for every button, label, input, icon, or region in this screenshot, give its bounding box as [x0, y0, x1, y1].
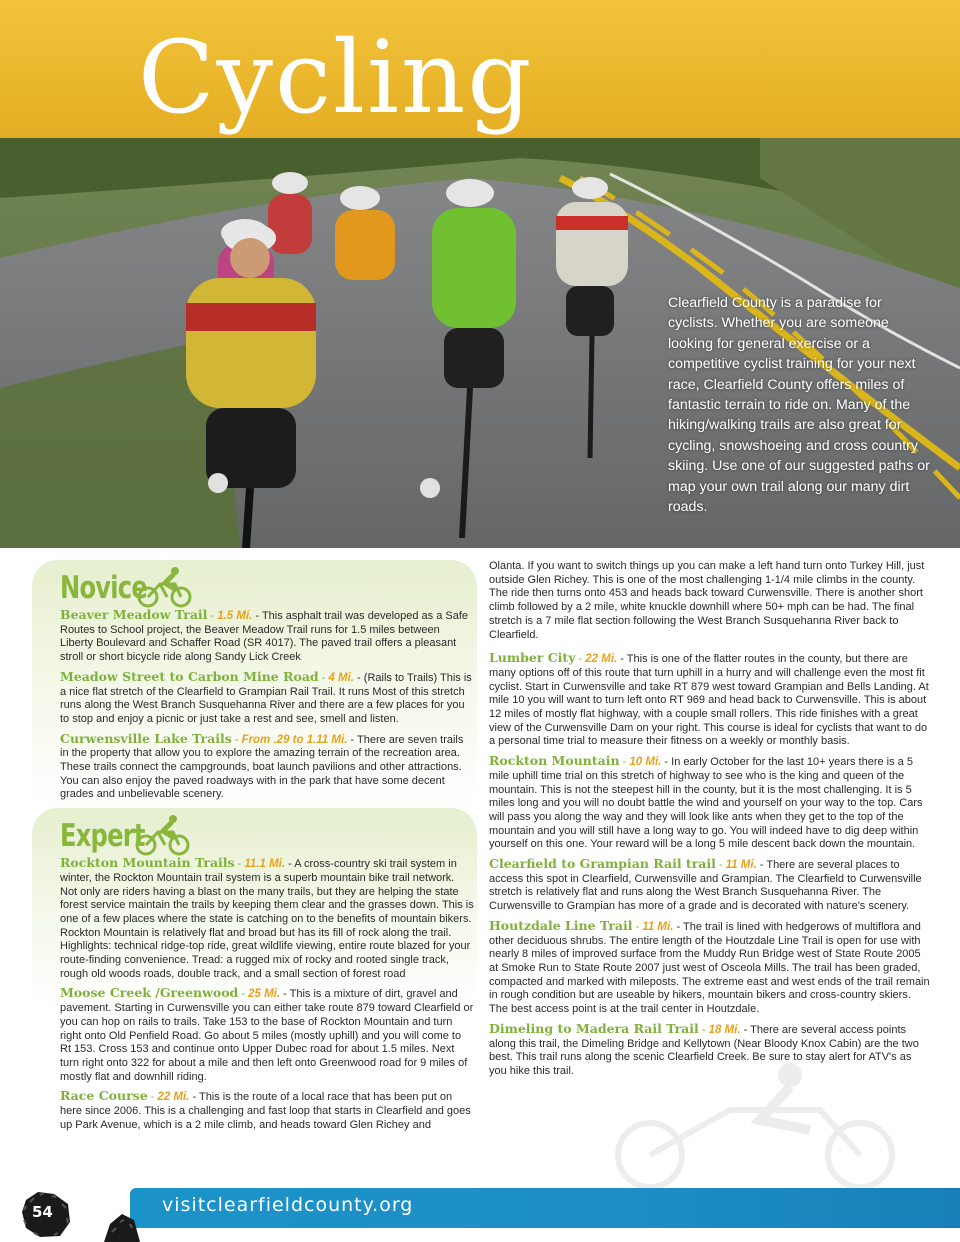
race-course-continuation: Olanta. If you want to switch things up you can make a left hand turn onto Turkey Hill, just outside Glen Richey. This is one of the most challenging 1-1/4 mile climbs in the county. The ride then turns onto 453 and heads back toward Curwensville. There is another short climb followed by a 2 mile, white knuckle downhill where 50+ mph can be had. The final stretch is a 7 mile flat section following the West Branch Susquehanna River back to Clearfield.: [489, 560, 925, 641]
expert-entries: [60, 856, 474, 1132]
trail-name: Dimeling to Madera Rail Trail: [489, 1020, 699, 1036]
trail-entry: Beaver Meadow Trail - 1.5 Mi. - This asphalt trail was developed as a Safe Routes to School project, the Beaver Meadow Trail runs for 1.5 miles between Liberty Boulevard and Schaffer Road (SR 4017). The paved trail offers a pleasant stroll or short bicycle ride along Sandy Lick Creek: [60, 607, 469, 664]
trail-distance: 10 Mi.: [629, 756, 662, 769]
trail-distance: 22 Mi.: [157, 1091, 190, 1104]
trail-description: This is a mixture of dirt, gravel and pavement. Starting in Curwensville you can either take route 879 toward Clearfield or you can hop on rails to trails. Take 153 to the base of Rockton Mountain and turn right onto Old Penfield Road. Go about 5 miles (mostly uphill) and you will come to Rt 153. Cross 153 and continue onto Upper Dubec road for about 1.5 miles. Next turn right onto 322 for about a mile and then left onto Greenwood road for 9 miles of mostly flat and downhill riding.: [60, 988, 474, 1083]
expert-heading-text: Expert: [60, 818, 145, 855]
trail-distance: 22 Mi.: [585, 653, 618, 666]
trail-name: Houtzdale Line Trail: [489, 917, 633, 933]
trail-entry: Race Course - 22 Mi. - This is the route of a local race that has been put on here since 2006. This is a challenging and fast loop that starts in Clearfield and goes up Park Avenue, which is a 2 mile climb, and heads toward Glen Richey and: [60, 1088, 471, 1131]
trail-name: Race Course: [60, 1088, 148, 1104]
trail-description: This is one of the flatter routes in the county, but there are many options off of this route that turn uphill in a hurry and will challenge even the most fit cyclist. Start in Curwensville and take RT 879 west toward Grampian and Bells Landing. At mile 10 you will want to turn left onto RT 969 and head back to Curwensville. This is about 12 miles of mostly flat highway, with a couple small rollers. This ride finishes with a great view of the Curwensville Dam on your right. This course is ideal for cyclists that want to do a personal time trial to measure their fitness on a weekly or monthly basis.: [489, 653, 929, 748]
novice-heading-text: Novice: [60, 570, 147, 606]
trail-name: Curwensville Lake Trails: [60, 730, 232, 746]
trail-distance: 11.1 Mi.: [244, 858, 286, 871]
trail-distance: 4 Mi.: [328, 671, 354, 684]
page-title: Cycling: [138, 19, 534, 136]
trail-distance: From .29 to 1.11 Mi.: [241, 733, 348, 746]
trail-entry: Rockton Mountain - 10 Mi. - In early October for the last 10+ years there is a 5 mile uphill time trial on this stretch of highway to see who is the king and queen of the mountain. This is not the steepest hill in the county, but it is the most challenging. It is 5 miles long and you will no doubt battle the wind and yourself on your way to the top. Cars will pass you along the way and they will look like ants when they get to the top of the mountain and you will still have a long way to go. You will indeed have to dig deep within yourself on this one. Your reward will be a long 5 mile descent back down the mountain.: [489, 753, 923, 851]
footer-url-link[interactable]: visitclearfieldcounty.org: [162, 1194, 414, 1216]
trail-name: Rockton Mountain Trails: [60, 855, 235, 871]
trail-entry: Dimeling to Madera Rail Trail - 18 Mi. - There are several access points along this trail, the Dimeling Bridge and Kellytown (Near Bloody Knox Cabin) are the two best. This trail runs along the scenic Clearfield Creek. Be sure to stay alert for ATV's as you hike this trail.: [489, 1020, 919, 1077]
trail-entry: Meadow Street to Carbon Mine Road - 4 Mi. - (Rails to Trails) This is a nice flat stretch of the Clearfield to Grampian Rail Trail. It runs Most of this stretch runs along the West Branch Susquehanna River and there are a few places for you to stop and enjoy a picnic or just take a rest and see, smell and listen.: [60, 668, 472, 725]
novice-entries: [60, 608, 474, 802]
trail-entry: Lumber City - 22 Mi. - This is one of the flatter routes in the county, but there are many options off of this route that turn uphill in a hurry and will challenge even the most fit cyclist. Start in Curwensville and take RT 879 west toward Grampian and Bells Landing. At mile 10 you will want to turn left onto RT 969 and head back to Curwensville. This is about 12 miles of mostly flat highway, with a couple small rollers. This ride finishes with a great view of the Curwensville Dam on your right. This course is ideal for cyclists that want to do a personal time trial to measure their fitness on a weekly or monthly basis.: [489, 650, 929, 748]
trail-description: The trail is lined with hedgerows of multiflora and other deciduous shrubs. The entire length of the Houtzdale Line Trail is open for use with nearly 8 miles of improved surface from the Muddy Run Bridge west of State Route 2005 at Smoke Run to State Route 2007 just west of Osceola Mills. The trail has been graded, compacted and marked with mileposts. The extreme east and west ends of the trail remain in rough condition but are useable by hikers, mountain bikers and cross-country skiers. The best access point is at the trail center in Houtzdale.: [489, 920, 930, 1016]
trail-distance: 25 Mi.: [248, 988, 281, 1001]
trail-description: There are several access points along this trail, the Dimeling Bridge and Kellytown (Near Bloody Knox Cabin) are the two best. This trail runs along the scenic Clearfield Creek. Be sure to stay alert for ATV's as you hike this trail.: [489, 1023, 919, 1077]
trail-entry: Houtzdale Line Trail - 11 Mi. - The trail is lined with hedgerows of multiflora and other deciduous shrubs. The entire length of the Houtzdale Line Trail is open for use with nearly 8 miles of improved surface from the Muddy Run Bridge west of State Route 2005 at Smoke Run to State Route 2007 just west of Osceola Mills. The trail has been graded, compacted and marked with mileposts. The extreme east and west ends of the trail remain in rough condition but are useable by hikers, mountain bikers and cross-country skiers. The best access point is at the trail center in Houtzdale.: [489, 917, 930, 1016]
trail-description: There are several places to access this spot in Clearfield, Curwensville and Grampian. The Clearfield to Curwensville stretch is relatively flat and runs along the West Branch Susquehanna River. The Curwensville to Grampian has more of a grade and is decorated with nature's scenery.: [489, 859, 922, 913]
trail-description: (Rails to Trails) This is a nice flat stretch of the Clearfield to Grampian Rail Trail. It runs Most of this stretch runs along the West Branch Susquehanna River and there are a few places for you to stop and enjoy a picnic or just take a rest and see, smell and listen.: [60, 671, 472, 725]
trail-distance: 18 Mi.: [708, 1023, 741, 1036]
tire-tread-icon: [100, 1210, 144, 1242]
trail-name: Lumber City: [489, 650, 576, 666]
trail-description: In early October for the last 10+ years there is a 5 mile uphill time trial on this stretch of highway to see who is the king and queen of the mountain. This is not the steepest hill in the county, but it is the most challenging. It is 5 miles long and you will no doubt battle the wind and yourself on your way to the top. Cars will pass you along the way and they will look like ants when they get to the top of the mountain and you will still have a long way to go. You will indeed have to dig deep within yourself on this one. Your reward will be a long 5 mile descent back down the mountain.: [489, 756, 923, 851]
expert-heading: [60, 812, 474, 856]
trail-entry: Curwensville Lake Trails - From .29 to 1.11 Mi. - There are seven trails in the property that allow you to explore the amazing terrain of the recreation area. These trails connect the campgrounds, boat launch pavilions and other attractions. You can also enjoy the paved roadways with in the park that have some decent grades and unbelievable scenery.: [60, 730, 464, 801]
trail-distance: 1.5 Mi.: [217, 610, 253, 622]
right-column: [489, 560, 931, 1084]
trail-name: Clearfield to Grampian Rail trail: [489, 856, 716, 872]
trail-distance: 11 Mi.: [642, 920, 674, 933]
trail-entry: Moose Creek /Greenwood - 25 Mi. - This is a mixture of dirt, gravel and pavement. Starting in Curwensville you can either take route 879 toward Clearfield or you can hop on rails to trails. Take 153 to the base of Rockton Mountain and turn right onto Old Penfield Road. Go about 5 miles (mostly uphill) and you will come to Rt 153. Cross 153 and continue onto Upper Dubec road for about 1.5 miles. Next turn right onto 322 for about a mile and then left onto Greenwood road for 9 miles of mostly flat and downhill riding.: [60, 985, 474, 1083]
trail-description: There are seven trails in the property that allow you to explore the amazing terrain of the recreation area. These trails connect the campgrounds, boat launch pavilions and other attractions. You can also enjoy the paved roadways with in the park that have some decent grades and unbelievable scenery.: [60, 733, 464, 801]
trail-name: Moose Creek /Greenwood: [60, 985, 239, 1001]
trail-distance: 11 Mi.: [725, 859, 757, 872]
trail-entry: Clearfield to Grampian Rail trail - 11 Mi. - There are several places to access this spot in Clearfield, Curwensville and Grampian. The Clearfield to Curwensville stretch is relatively flat and runs along the West Branch Susquehanna River. The Curwensville to Grampian has more of a grade and is decorated with nature's scenery.: [489, 856, 922, 913]
trail-name: Rockton Mountain: [489, 753, 620, 769]
trail-description: This asphalt trail was developed as a Safe Routes to School project, the Beaver Meadow Trail runs for 1.5 miles between Liberty Boulevard and Schaffer Road (SR 4017). The paved trail offers a pleasant stroll or short bicycle ride along Sandy Lick Creek: [60, 610, 469, 664]
trail-name: Beaver Meadow Trail: [60, 607, 208, 622]
trail-name: Meadow Street to Carbon Mine Road: [60, 668, 319, 684]
trail-description: A cross-country ski trail system in winter, the Rockton Mountain trail system is a superb mountain bike trail network. Not only are riders having a blast on the many trails, but they are helping the state forest service maintain the trails by keeping them clear and the grasses down. This is one of a few places where the state is catching on to the benefits of mountain bikers. Rockton Mountain is relatively flat and broad but has its fill of rock along the trail. Highlights: technical ridge-top ride, great wildlife viewing, entire route blazed for your route-finding convenience. Tread: a rugged mix of rocky and rooted single track, rough old woods roads, double track, and a small section of forest road: [60, 858, 474, 980]
trail-description: This is the route of a local race that has been put on here since 2006. This is a challenging and fast loop that starts in Clearfield and goes up Park Avenue, which is a 2 mile climb, and heads toward Glen Richey and: [60, 1091, 471, 1131]
left-column: [60, 560, 474, 1138]
trail-entry: Rockton Mountain Trails - 11.1 Mi. - A cross-country ski trail system in winter, the Rockton Mountain trail system is a superb mountain bike trail network. Not only are riders having a blast on the many trails, but they are helping the state forest service maintain the trails by keeping them clear and the grasses down. This is one of a few places where the state is catching on to the benefits of mountain bikers. Rockton Mountain is relatively flat and broad but has its fill of rock along the trail. Highlights: technical ridge-top ride, great wildlife viewing, entire route blazed for your route-finding convenience. Tread: a rugged mix of rocky and rooted single track, rough old woods roads, double track, and a small section of forest road: [60, 855, 474, 980]
right-entries: [489, 651, 931, 1078]
novice-heading: [60, 564, 474, 608]
intro-paragraph: Clearfield County is a paradise for cyclists. Whether you are someone looking for general exercise or a competitive cyclist training for your next race, Clearfield County offers miles of fantastic terrain to ride on. Many of the hiking/walking trails are also great for cycling, snowshoeing and cross country skiing. Use one of our suggested paths or map your own trail along our many dirt roads.: [668, 295, 930, 516]
page-number: 54: [32, 1203, 53, 1221]
